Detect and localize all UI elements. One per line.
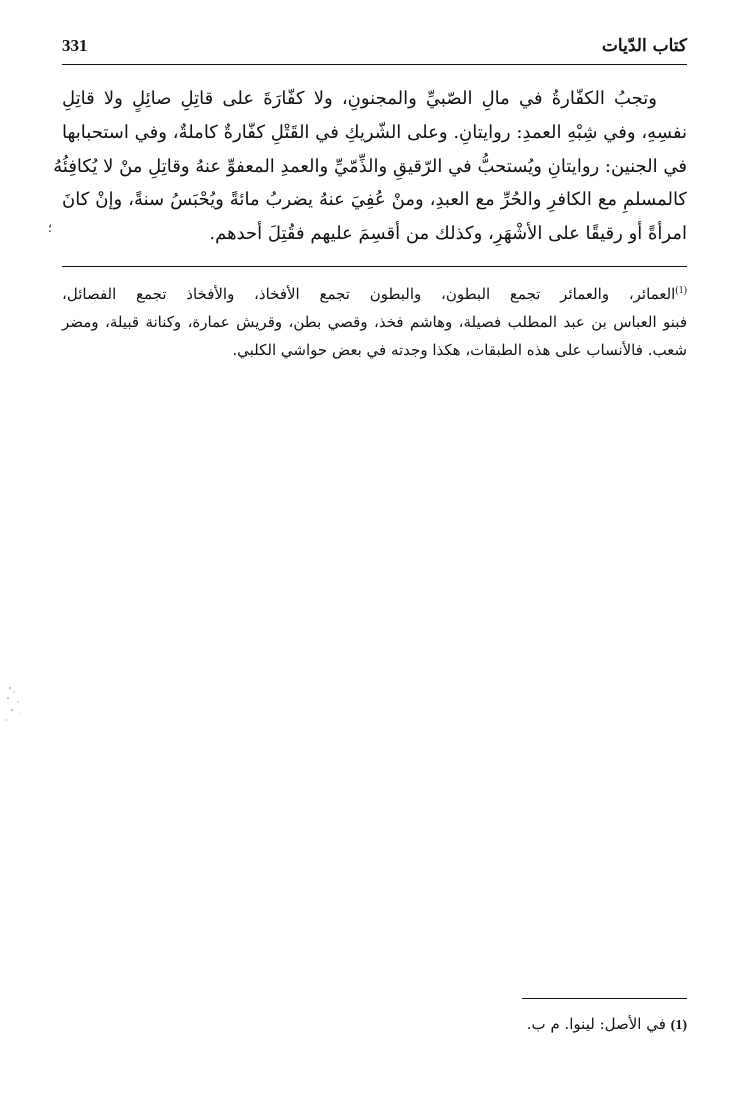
header-rule — [62, 64, 687, 65]
note-reference: (1) — [675, 285, 687, 296]
main-text — [53, 82, 687, 251]
main-text-line: كالمسلمِ مع الكافرِ والحُرِّ مع العبدِ، ومنْ عُفِيَ عنهُ يضربُ مائةً ويُحْبَسُ سنةً، وإنْ كانَ — [62, 189, 687, 211]
footnote-rule — [522, 998, 687, 999]
editor-notes-line: شعب. فالأنساب على هذه الطبقات، هكذا وجدته في بعض حواشي الكلبي. — [232, 341, 687, 359]
editor-notes — [62, 280, 687, 364]
main-text-line: امرأةً أو رقيقًا على الأشْهَرِ، وكذلك من أقسِمَ عليهم فقُتِلَ أحدهم. — [209, 223, 687, 245]
page-number: 331 — [62, 36, 88, 55]
running-title: كتاب الدّيات — [601, 36, 687, 56]
editor-notes-line: فبنو العباس بن عبد المطلب فصيلة، وهاشم فخذ، وقصي بطن، وقريش عمارة، وكنانة قبيلة، ومضر — [62, 313, 687, 331]
main-text-line: وتجبُ الكفّارةُ في مالِ الصّبيِّ والمجنونِ، ولا كفّارَةَ على قاتِلِ صائِلٍ ولا قاتِلِ — [62, 88, 657, 109]
notes-separator-rule — [62, 266, 687, 267]
editor-notes-first-line: العمائر، والعمائر تجمع البطون، والبطون تجمع الأفخاذ، والأفخاذ تجمع الفصائل، — [62, 285, 676, 303]
editor-notes-line — [62, 280, 687, 308]
footnote-text: في الأصل: لينوا. م ب. — [526, 1015, 666, 1033]
page-header — [62, 34, 687, 62]
main-text-line: في الجنين: روايتانِ ويُستحبُّ في الرّقيقِ والذِّمّيِّ والعمدِ المعفوِّ عنهُ وقاتِلِ منْ لا يُكافِئُهُ — [53, 155, 687, 177]
footnote-marker: (1) — [670, 1018, 687, 1033]
footnote — [527, 1012, 687, 1038]
main-text-line: نفسِهِ، وفي شِبْهِ العمدِ: روايتانِ. وعلى الشّريكِ في القَتْلِ كفّارةٌ كاملةٌ، وفي استحبابها — [62, 121, 687, 143]
scan-specks — [0, 680, 30, 740]
margin-mark: ؛ — [48, 221, 52, 235]
